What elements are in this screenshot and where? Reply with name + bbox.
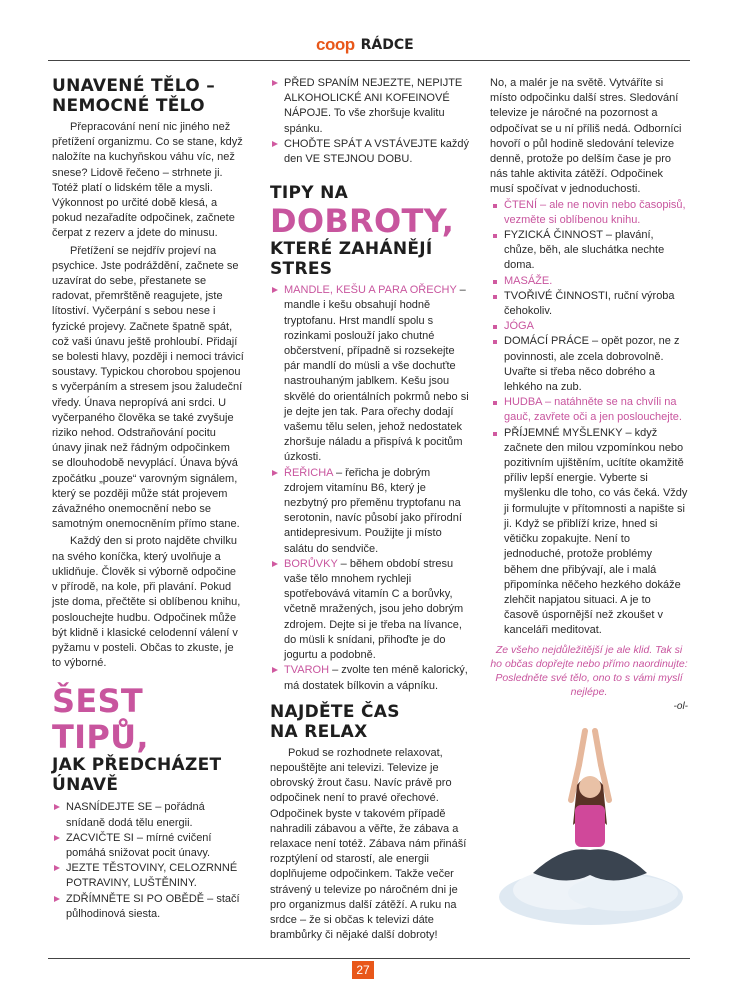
item-key: BORŮVKY — [284, 557, 338, 570]
paragraph: No, a malér je na světě. Vytváříte si místo odpočinku další stres. Sledování televize je náročné na pozornost a odpočívat se u ní příliš nedá. Odborníci hovoří o půl hodině sledování televize denně, protože po delším čase je pro nás tahle aktivita zátěží. Odpočinek musí spočívat v jednoduchosti. — [490, 77, 682, 196]
bottom-rule — [48, 958, 690, 959]
list-item — [490, 334, 688, 395]
list-item — [270, 557, 470, 663]
list-item — [270, 283, 470, 465]
list-item — [270, 663, 470, 693]
list-item: NASNÍDEJTE SE – pořádná snídaně dodá tělu energii. — [52, 800, 244, 830]
heading-najdete: NAJDĚTE ČAS — [270, 701, 400, 722]
item-text: , ruční výroba čehokoliv. — [504, 289, 675, 318]
tips-list — [52, 800, 244, 922]
list-item: JEZTE TĚSTOVINY, CELOZRNNÉ POTRAVINY, LUŠTĚNINY. — [52, 861, 244, 891]
item-text: – během období stresu vaše tělo mnohem rychleji spotřebovává vitamín C a borůvky, včetně mražených, jsou jeho dobrým zdrojem. Dejte si je třeba na lívance, do müsli k snídani, přihoďte je do jogurtu a podobně. — [284, 557, 464, 662]
list-item: PŘED SPANÍM NEJEZTE, NEPIJTE ALKOHOLICKÉ ANI KOFEINOVÉ NÁPOJE. To vše zhoršuje kvalitu spánku. — [270, 76, 470, 137]
list-item: ZDŘÍMNĚTE SI PO OBĚDĚ – stačí půlhodinová siesta. — [52, 892, 244, 922]
paragraph: Přepracování není nic jiného než přetížení organizmu. Co se stane, když naložíte na kuchyňskou váhu víc, než snese? Lidově řečeno – strhnete ji. Totéž platí o lidském těle a mysli. Výkonnost po určité době klesá, a pokud nezařadíte odpočinek, začnete čerpat z rezerv a jdete do minusu. — [52, 121, 243, 240]
heading-ktere: KTERÉ ZAHÁNĚJÍ — [270, 239, 433, 260]
item-key: ČTENÍ — [504, 198, 537, 211]
section-title: RÁDCE — [360, 37, 414, 53]
item-key: HUDBA — [504, 396, 542, 409]
heading-stres: STRES — [270, 259, 333, 280]
top-rule — [48, 60, 690, 61]
item-key: TVAROH — [284, 664, 330, 677]
item-key: MANDLE, KEŠU A PARA OŘECHY — [284, 284, 457, 297]
heading-relax: NA RELAX — [270, 721, 368, 742]
heading-nemocne: NEMOCNÉ TĚLO — [52, 96, 205, 116]
item-text: – když začnete den milou vzpomínkou nebo pozitivním ujištěním, ucítíte okamžitě příliv lepší energie. Vyberte si myšlenku dle toho, co vás čeká. Vždy ji formulujte v přítomnosti a napište si ji. Když se přiblíží krize, hned si větičku zopakujte. Není to jednoduché, protože problémy během dne přibývají, ale i malá připomínka něčeho hezkého dokáže zlehčit napjatou situaci. A je to časově úspornější než zkoušet v kanceláři meditovat. — [504, 426, 688, 637]
list-item — [490, 289, 688, 319]
list-item — [490, 228, 688, 274]
list-item — [490, 319, 688, 334]
item-text: – natáhněte se na chvíli na gauč, zavřete oči a jen poslouchejte. — [504, 396, 682, 424]
foods-list — [270, 283, 470, 693]
tips-list-cont — [270, 76, 470, 167]
list-item: ZACVIČTE SI – mírné cvičení pomáhá snižovat pocit únavy. — [52, 831, 244, 861]
item-text: – řeřicha je dobrým zdrojem vitamínu B6, který je nezbytný pro přeměnu tryptofanu na serotonin, navíc působí jako přírodní antidepresivum. Použijte ji místo salátu do sendviče. — [284, 466, 462, 555]
heading-unavene: UNAVENÉ TĚLO – — [52, 76, 216, 96]
item-key: JÓGA — [504, 320, 534, 333]
list-item — [490, 274, 688, 289]
column-2 — [270, 76, 470, 943]
meditation-illustration — [493, 725, 688, 935]
paragraph: Přetížení se nejdřív projeví na psychice. Jste podráždění, začnete se uzavírat do sebe, přestanete se radovat, přemrštěně reagujete, jste lítostiví. Vyčerpání s sebou nese i fyzické projevy. Začnete špatně spát, což vaši únavu ještě prohloubí. Přidají se bolesti hlavy, později i nemoci trávicí soustavy. Typickou chorobou spojenou s vyčerpáním a stresem jsou žaludeční vředy. Únava nepropívá ani srdci. U vyčerpaného člověka se také zvyšuje riziko nehod. Odstraňování pocitu únavy jinak než řádným odpočinkem se dlouhodobě nevyplácí. Únava bývá zpočátku „pouze“ varovným signálem, který se později může stát projevem závažného onemocnění nebo se samotným onemocněním přímo stane. — [52, 244, 244, 531]
list-item — [490, 395, 688, 425]
coop-logo: coop — [316, 35, 355, 54]
item-key: ŘEŘICHA — [284, 466, 333, 479]
column-3 — [490, 76, 688, 714]
item-text: – plavání, chůze, běh, ale sluchátka nechte doma. — [504, 229, 665, 272]
list-item — [270, 466, 470, 557]
item-key: FYZICKÁ ČINNOST — [504, 229, 603, 242]
relax-list — [490, 198, 688, 639]
heading-unave: ÚNAVĚ — [52, 775, 119, 796]
heading-tipy-na: TIPY NA — [270, 183, 349, 204]
list-item — [490, 426, 688, 639]
heading-sest-tipu: ŠEST TIPŮ, — [52, 682, 149, 757]
item-text: – ale ne novin nebo časopisů, vezměte si oblíbenou knihu. — [504, 198, 686, 226]
item-key: DOMÁCÍ PRÁCE — [504, 335, 589, 348]
item-text: – opět pozor, ne z povinnosti, ale zcela dobrovolně. Uvařte si třeba něco dobrého a lehkého na zub. — [504, 335, 680, 394]
paragraph: Každý den si proto najděte chvilku na svého koníčka, který uvolňuje a uklidňuje. Člověk si výborně odpočine v přírodě, na kole, při plavání. Pokud jste doma, přečtěte si oblíbenou knihu, poslouchejte hudbu. Odpočinek může být klidně i klasické celodenní válení v pyžamu v posteli. Občas to zkuste, je to výborné. — [52, 535, 241, 670]
item-key: PŘÍJEMNÉ MYŠLENKY — [504, 426, 623, 439]
heading-dobroty: DOBROTY, — [270, 202, 455, 241]
item-key: MASÁŽE. — [504, 274, 553, 287]
list-item: CHOĎTE SPÁT A VSTÁVEJTE každý den VE STEJNOU DOBU. — [270, 137, 470, 167]
author: -ol- — [673, 700, 688, 712]
header — [316, 35, 414, 55]
paragraph: Pokud se rozhodnete relaxovat, nepouštějte ani televizi. Televize je obrovský žrout času. Navíc právě pro odpočinek není to pravé ořechové. Odpočinek byste v takovém případě nahradili zábavou a věřte, že zábava a relaxace není totéž. Zábava nám přináší rozptýlení od starostí, ale energii doplňujeme odpočinkem. Takže večer strávený u televize po náročném dni je pro organizmus další zátěží. A ruku na srdce – že si občas k televizi dáte brambůrky či nějaké další dobroty! — [270, 746, 467, 942]
column-1 — [52, 68, 244, 922]
list-item — [490, 198, 688, 228]
heading-jak: JAK PŘEDCHÁZET — [52, 755, 222, 776]
item-text: – zvolte ten méně kalorický, má dostatek bílkovin a vápníku. — [284, 664, 468, 692]
page-number: 27 — [352, 961, 374, 979]
item-key: TVOŘIVÉ ČINNOSTI — [504, 289, 608, 302]
item-text: – mandle i kešu obsahují hodně tryptofanu. Hrst mandlí spolu s rozinkami poslouží jako chutné občerstvení, případně si rozsekejte pár mandlí do müsli a vše dochuťte nastrouhaným jablkem. Kešu jsou skvělé do orientálních pokrmů nebo si je dejte jen tak. Para ořechy dodají vašemu tělu selen, jehož nedostatek zhoršuje náladu a přispívá k pocitům úzkosti. — [284, 284, 469, 464]
quote: Ze všeho nejdůležitější je ale klid. Tak si ho občas dopřejte nebo přímo naordinujte: Posledněte své tělo, ono to s vámi myslí nejlépe. — [490, 643, 688, 698]
